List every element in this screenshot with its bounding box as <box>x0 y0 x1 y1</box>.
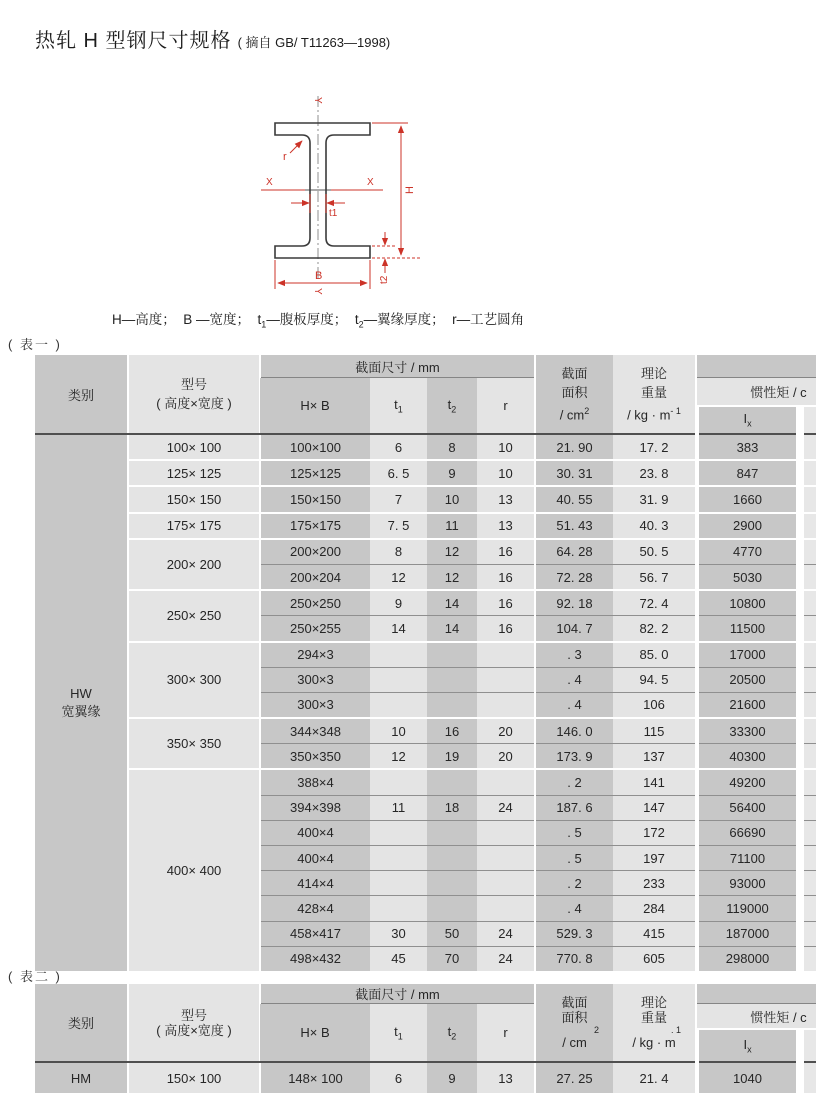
cell-r: 16 <box>477 616 535 642</box>
cell-t1: 45 <box>370 946 427 971</box>
cell-t2: 8 <box>427 434 477 460</box>
cell-ix: 10800 <box>697 590 800 616</box>
cell-ix: 71100 <box>697 846 800 871</box>
cell-t1: 6 <box>370 1062 427 1093</box>
cell-sliver <box>800 539 816 565</box>
header-r: r <box>477 1004 535 1063</box>
cell-hb: 200×204 <box>260 564 370 590</box>
cell-r <box>477 692 535 718</box>
header-area: 截面 面积 / $cm^2$ <box>535 355 613 434</box>
header-category: 类别 <box>35 355 128 434</box>
cell-t1: 7 <box>370 486 427 512</box>
cell-ix: 21600 <box>697 692 800 718</box>
cell-hb: 200×200 <box>260 539 370 565</box>
header-section-dims: 截面尺寸 / mm <box>260 984 535 1004</box>
cell-t1 <box>370 692 427 718</box>
cell-wt: 50. 5 <box>613 539 697 565</box>
cell-wt: 31. 9 <box>613 486 697 512</box>
cell-wt: 233 <box>613 871 697 896</box>
cell-hb: 100×100 <box>260 434 370 460</box>
table-row <box>35 1062 816 1093</box>
dim-label-t2: t2 <box>379 275 390 284</box>
cell-hb: 175×175 <box>260 513 370 539</box>
legend-t1: t <box>257 312 262 327</box>
cell-sliver <box>800 744 816 770</box>
cell-hb: 498×432 <box>260 946 370 971</box>
table-row <box>35 590 816 616</box>
cell-wt: 72. 4 <box>613 590 697 616</box>
header-area: 截面 面积 2 / cm <box>535 984 613 1062</box>
cell-ix: 11500 <box>697 616 800 642</box>
cell-r: 10 <box>477 434 535 460</box>
cell-r: 16 <box>477 564 535 590</box>
dim-label-t1: t1 <box>329 208 338 219</box>
cell-t1 <box>370 820 427 845</box>
header-next-col-sliver <box>800 1029 816 1062</box>
cell-area: 104. 7 <box>535 616 613 642</box>
table-row <box>35 460 816 486</box>
h-beam-diagram <box>233 86 483 311</box>
cell-t2: 50 <box>427 921 477 946</box>
cell-model: 250× 250 <box>128 590 260 641</box>
header-weight: 理论 重量 . 1 / kg · m <box>613 984 697 1062</box>
cell-area: 64. 28 <box>535 539 613 565</box>
cell-t1 <box>370 667 427 692</box>
h-beam-diagram-svg <box>233 86 483 306</box>
cell-sliver <box>800 1062 816 1093</box>
cell-hb: 148× 100 <box>260 1062 370 1093</box>
title-main: 热轧 H 型钢尺寸规格 <box>35 30 232 52</box>
cell-sliver <box>800 871 816 896</box>
cell-wt: 17. 2 <box>613 434 697 460</box>
cell-sliver <box>800 590 816 616</box>
cell-ix: 20500 <box>697 667 800 692</box>
cell-wt: 284 <box>613 896 697 921</box>
table-row <box>35 642 816 668</box>
cell-r: 10 <box>477 460 535 486</box>
cell-wt: 137 <box>613 744 697 770</box>
cell-area: 21. 90 <box>535 434 613 460</box>
cell-r: 20 <box>477 718 535 744</box>
cell-hb: 400×4 <box>260 820 370 845</box>
cell-ix: 56400 <box>697 795 800 820</box>
dim-label-h: H <box>404 186 416 194</box>
cell-t1: 8 <box>370 539 427 565</box>
cell-wt: 172 <box>613 820 697 845</box>
cell-t1 <box>370 769 427 795</box>
table-row <box>35 539 816 565</box>
cell-model: 125× 125 <box>128 460 260 486</box>
cell-wt: 85. 0 <box>613 642 697 668</box>
cell-sliver <box>800 846 816 871</box>
cell-sliver <box>800 718 816 744</box>
cell-wt: 23. 8 <box>613 460 697 486</box>
header-inertia: 惯性矩 / c <box>697 378 816 407</box>
header-model: 型号 ( 高度×宽度 ) <box>128 984 260 1062</box>
table-row <box>35 769 816 795</box>
header-model: 型号 ( 高度×宽度 ) <box>128 355 260 434</box>
cell-wt: 197 <box>613 846 697 871</box>
cell-area: . 4 <box>535 692 613 718</box>
cell-wt: 605 <box>613 946 697 971</box>
cell-sliver <box>800 434 816 460</box>
cell-hb: 150×150 <box>260 486 370 512</box>
legend-t2: t <box>354 312 359 327</box>
cell-hb: 350×350 <box>260 744 370 770</box>
cell-wt: 106 <box>613 692 697 718</box>
cell-t1 <box>370 896 427 921</box>
cell-area: 770. 8 <box>535 946 613 971</box>
cell-t1 <box>370 846 427 871</box>
cell-model: 300× 300 <box>128 642 260 719</box>
cell-model: 100× 100 <box>128 434 260 460</box>
table-row <box>35 513 816 539</box>
cell-ix: 847 <box>697 460 800 486</box>
cell-t1 <box>370 871 427 896</box>
cell-r <box>477 871 535 896</box>
cell-sliver <box>800 513 816 539</box>
cell-t2 <box>427 667 477 692</box>
cell-area: . 2 <box>535 769 613 795</box>
cell-sliver <box>800 564 816 590</box>
legend-b: B —宽度； <box>183 312 258 327</box>
cell-r <box>477 896 535 921</box>
header-section-dims: 截面尺寸 / mm <box>260 355 535 378</box>
cell-ix: 17000 <box>697 642 800 668</box>
table2-caption: ( 表二 ) <box>8 969 62 984</box>
cell-hb: 125×125 <box>260 460 370 486</box>
cell-t1: 11 <box>370 795 427 820</box>
table1 <box>35 355 816 971</box>
cell-area: 146. 0 <box>535 718 613 744</box>
cell-t2 <box>427 642 477 668</box>
cell-t2: 12 <box>427 564 477 590</box>
cell-t2: 10 <box>427 486 477 512</box>
cell-area: 40. 55 <box>535 486 613 512</box>
cell-t1: 12 <box>370 744 427 770</box>
cell-t2: 18 <box>427 795 477 820</box>
cell-sliver <box>800 921 816 946</box>
cell-t1: 9 <box>370 590 427 616</box>
cell-hb: 250×250 <box>260 590 370 616</box>
header-row-1 <box>35 355 816 378</box>
table-row <box>35 486 816 512</box>
table-row <box>35 718 816 744</box>
cell-t2: 14 <box>427 590 477 616</box>
table1-body <box>35 434 816 971</box>
cell-t2 <box>427 846 477 871</box>
cell-wt: 40. 3 <box>613 513 697 539</box>
cell-r <box>477 769 535 795</box>
table2 <box>35 984 816 1093</box>
cell-sliver <box>800 820 816 845</box>
cell-category: HW 宽翼缘 <box>35 434 128 971</box>
cell-t2: 70 <box>427 946 477 971</box>
cell-hb: 388×4 <box>260 769 370 795</box>
cell-sliver <box>800 642 816 668</box>
cell-hb: 458×417 <box>260 921 370 946</box>
cell-hb: 300×3 <box>260 692 370 718</box>
legend-h: H—高度； <box>112 312 184 327</box>
header-ix: $I_x$ <box>697 406 800 434</box>
header-inertia: 惯性矩 / c <box>697 1004 816 1030</box>
header-ix: $I_x$ <box>697 1029 800 1062</box>
cell-t2: 9 <box>427 1062 477 1093</box>
cell-t1: 30 <box>370 921 427 946</box>
cell-ix: 383 <box>697 434 800 460</box>
cell-r: 20 <box>477 744 535 770</box>
cell-r <box>477 667 535 692</box>
cell-t2: 9 <box>427 460 477 486</box>
cell-t2 <box>427 769 477 795</box>
cell-category: HM <box>35 1062 128 1093</box>
cell-area: 187. 6 <box>535 795 613 820</box>
cell-ix: 40300 <box>697 744 800 770</box>
cell-area: 51. 43 <box>535 513 613 539</box>
cell-area: . 4 <box>535 667 613 692</box>
cell-wt: 21. 4 <box>613 1062 697 1093</box>
cell-r: 24 <box>477 795 535 820</box>
cell-sliver <box>800 616 816 642</box>
legend-r: r—工艺圆角 <box>452 312 525 327</box>
header-t2: $t_2$ <box>427 1004 477 1063</box>
cell-t2 <box>427 820 477 845</box>
cell-hb: 294×3 <box>260 642 370 668</box>
cell-t2: 12 <box>427 539 477 565</box>
cell-t2 <box>427 871 477 896</box>
cell-wt: 94. 5 <box>613 667 697 692</box>
cell-ix: 187000 <box>697 921 800 946</box>
header-weight: 理论 重量 / kg · $m^{- 1}$ <box>613 355 697 434</box>
cell-sliver <box>800 460 816 486</box>
cell-wt: 115 <box>613 718 697 744</box>
cell-t1: 6. 5 <box>370 460 427 486</box>
y-axis-label-top: Y <box>312 97 323 104</box>
table-row <box>35 434 816 460</box>
cell-model: 400× 400 <box>128 769 260 971</box>
cell-model: 175× 175 <box>128 513 260 539</box>
header-inertia-top <box>697 984 816 1004</box>
cell-sliver <box>800 896 816 921</box>
cell-area: 92. 18 <box>535 590 613 616</box>
cell-area: 27. 25 <box>535 1062 613 1093</box>
cell-ix: 93000 <box>697 871 800 896</box>
cell-sliver <box>800 795 816 820</box>
cell-model: 150× 100 <box>128 1062 260 1093</box>
header-hb: H× B <box>260 378 370 435</box>
cell-area: . 3 <box>535 642 613 668</box>
cell-r <box>477 642 535 668</box>
cell-ix: 66690 <box>697 820 800 845</box>
title-note: ( 摘自 GB/ T11263—1998) <box>237 35 391 50</box>
cell-t2: 14 <box>427 616 477 642</box>
cell-area: . 5 <box>535 820 613 845</box>
cell-t2 <box>427 692 477 718</box>
header-hb: H× B <box>260 1004 370 1063</box>
cell-sliver <box>800 946 816 971</box>
cell-ix: 1660 <box>697 486 800 512</box>
dim-label-r: r <box>283 151 287 163</box>
cell-ix: 33300 <box>697 718 800 744</box>
cell-model: 200× 200 <box>128 539 260 590</box>
x-axis-label-left: X <box>266 177 273 188</box>
cell-area: 72. 28 <box>535 564 613 590</box>
table1-caption: ( 表一 ) <box>8 337 62 352</box>
table1-wrap <box>35 355 816 971</box>
cell-ix: 49200 <box>697 769 800 795</box>
cell-wt: 141 <box>613 769 697 795</box>
cell-t2: 16 <box>427 718 477 744</box>
cell-r: 16 <box>477 539 535 565</box>
header-inertia-top <box>697 355 816 378</box>
header-r: r <box>477 378 535 435</box>
header-category: 类别 <box>35 984 128 1062</box>
cell-area: . 5 <box>535 846 613 871</box>
cell-area: 30. 31 <box>535 460 613 486</box>
table2-wrap <box>35 984 816 1093</box>
cell-hb: 394×398 <box>260 795 370 820</box>
cell-hb: 400×4 <box>260 846 370 871</box>
cell-area: 173. 9 <box>535 744 613 770</box>
cell-ix: 2900 <box>697 513 800 539</box>
cell-model: 150× 150 <box>128 486 260 512</box>
cell-sliver <box>800 667 816 692</box>
cell-t1: 10 <box>370 718 427 744</box>
cell-ix: 298000 <box>697 946 800 971</box>
cell-hb: 344×348 <box>260 718 370 744</box>
cell-r: 13 <box>477 513 535 539</box>
cell-t1: 12 <box>370 564 427 590</box>
cell-area: 529. 3 <box>535 921 613 946</box>
diagram-legend: H—高度； B —宽度； $t_1—$腹板厚度； $t_2—$翼缘厚度； r—工艺圆角 <box>112 312 525 330</box>
y-axis-label-bottom: Y <box>312 288 323 295</box>
cell-wt: 56. 7 <box>613 564 697 590</box>
cell-t2: 11 <box>427 513 477 539</box>
cell-t1: 7. 5 <box>370 513 427 539</box>
cell-t2 <box>427 896 477 921</box>
cell-t1: 14 <box>370 616 427 642</box>
table2-body <box>35 1062 816 1093</box>
header-t1: $t_1$ <box>370 378 427 435</box>
r-leader <box>290 141 302 153</box>
cell-ix: 5030 <box>697 564 800 590</box>
cell-area: . 2 <box>535 871 613 896</box>
cell-r: 16 <box>477 590 535 616</box>
header-row-1 <box>35 984 816 1004</box>
cell-hb: 414×4 <box>260 871 370 896</box>
cell-wt: 415 <box>613 921 697 946</box>
dim-label-b: B <box>315 270 323 282</box>
cell-wt: 82. 2 <box>613 616 697 642</box>
cell-ix: 119000 <box>697 896 800 921</box>
cell-r <box>477 846 535 871</box>
header-t1: $t_1$ <box>370 1004 427 1063</box>
cell-sliver <box>800 769 816 795</box>
cell-hb: 428×4 <box>260 896 370 921</box>
cell-t2: 19 <box>427 744 477 770</box>
header-t2: $t_2$ <box>427 378 477 435</box>
cell-t1: 6 <box>370 434 427 460</box>
cell-wt: 147 <box>613 795 697 820</box>
x-axis-label-right: X <box>367 177 374 188</box>
header-next-col-sliver <box>800 406 816 434</box>
cell-hb: 250×255 <box>260 616 370 642</box>
cell-ix: 4770 <box>697 539 800 565</box>
cell-r: 13 <box>477 486 535 512</box>
cell-r: 13 <box>477 1062 535 1093</box>
cell-ix: 1040 <box>697 1062 800 1093</box>
cell-r <box>477 820 535 845</box>
cell-hb: 300×3 <box>260 667 370 692</box>
cell-sliver <box>800 486 816 512</box>
cell-t1 <box>370 642 427 668</box>
page-title <box>35 24 390 53</box>
cell-r: 24 <box>477 921 535 946</box>
cell-area: . 4 <box>535 896 613 921</box>
cell-model: 350× 350 <box>128 718 260 769</box>
cell-sliver <box>800 692 816 718</box>
cell-r: 24 <box>477 946 535 971</box>
